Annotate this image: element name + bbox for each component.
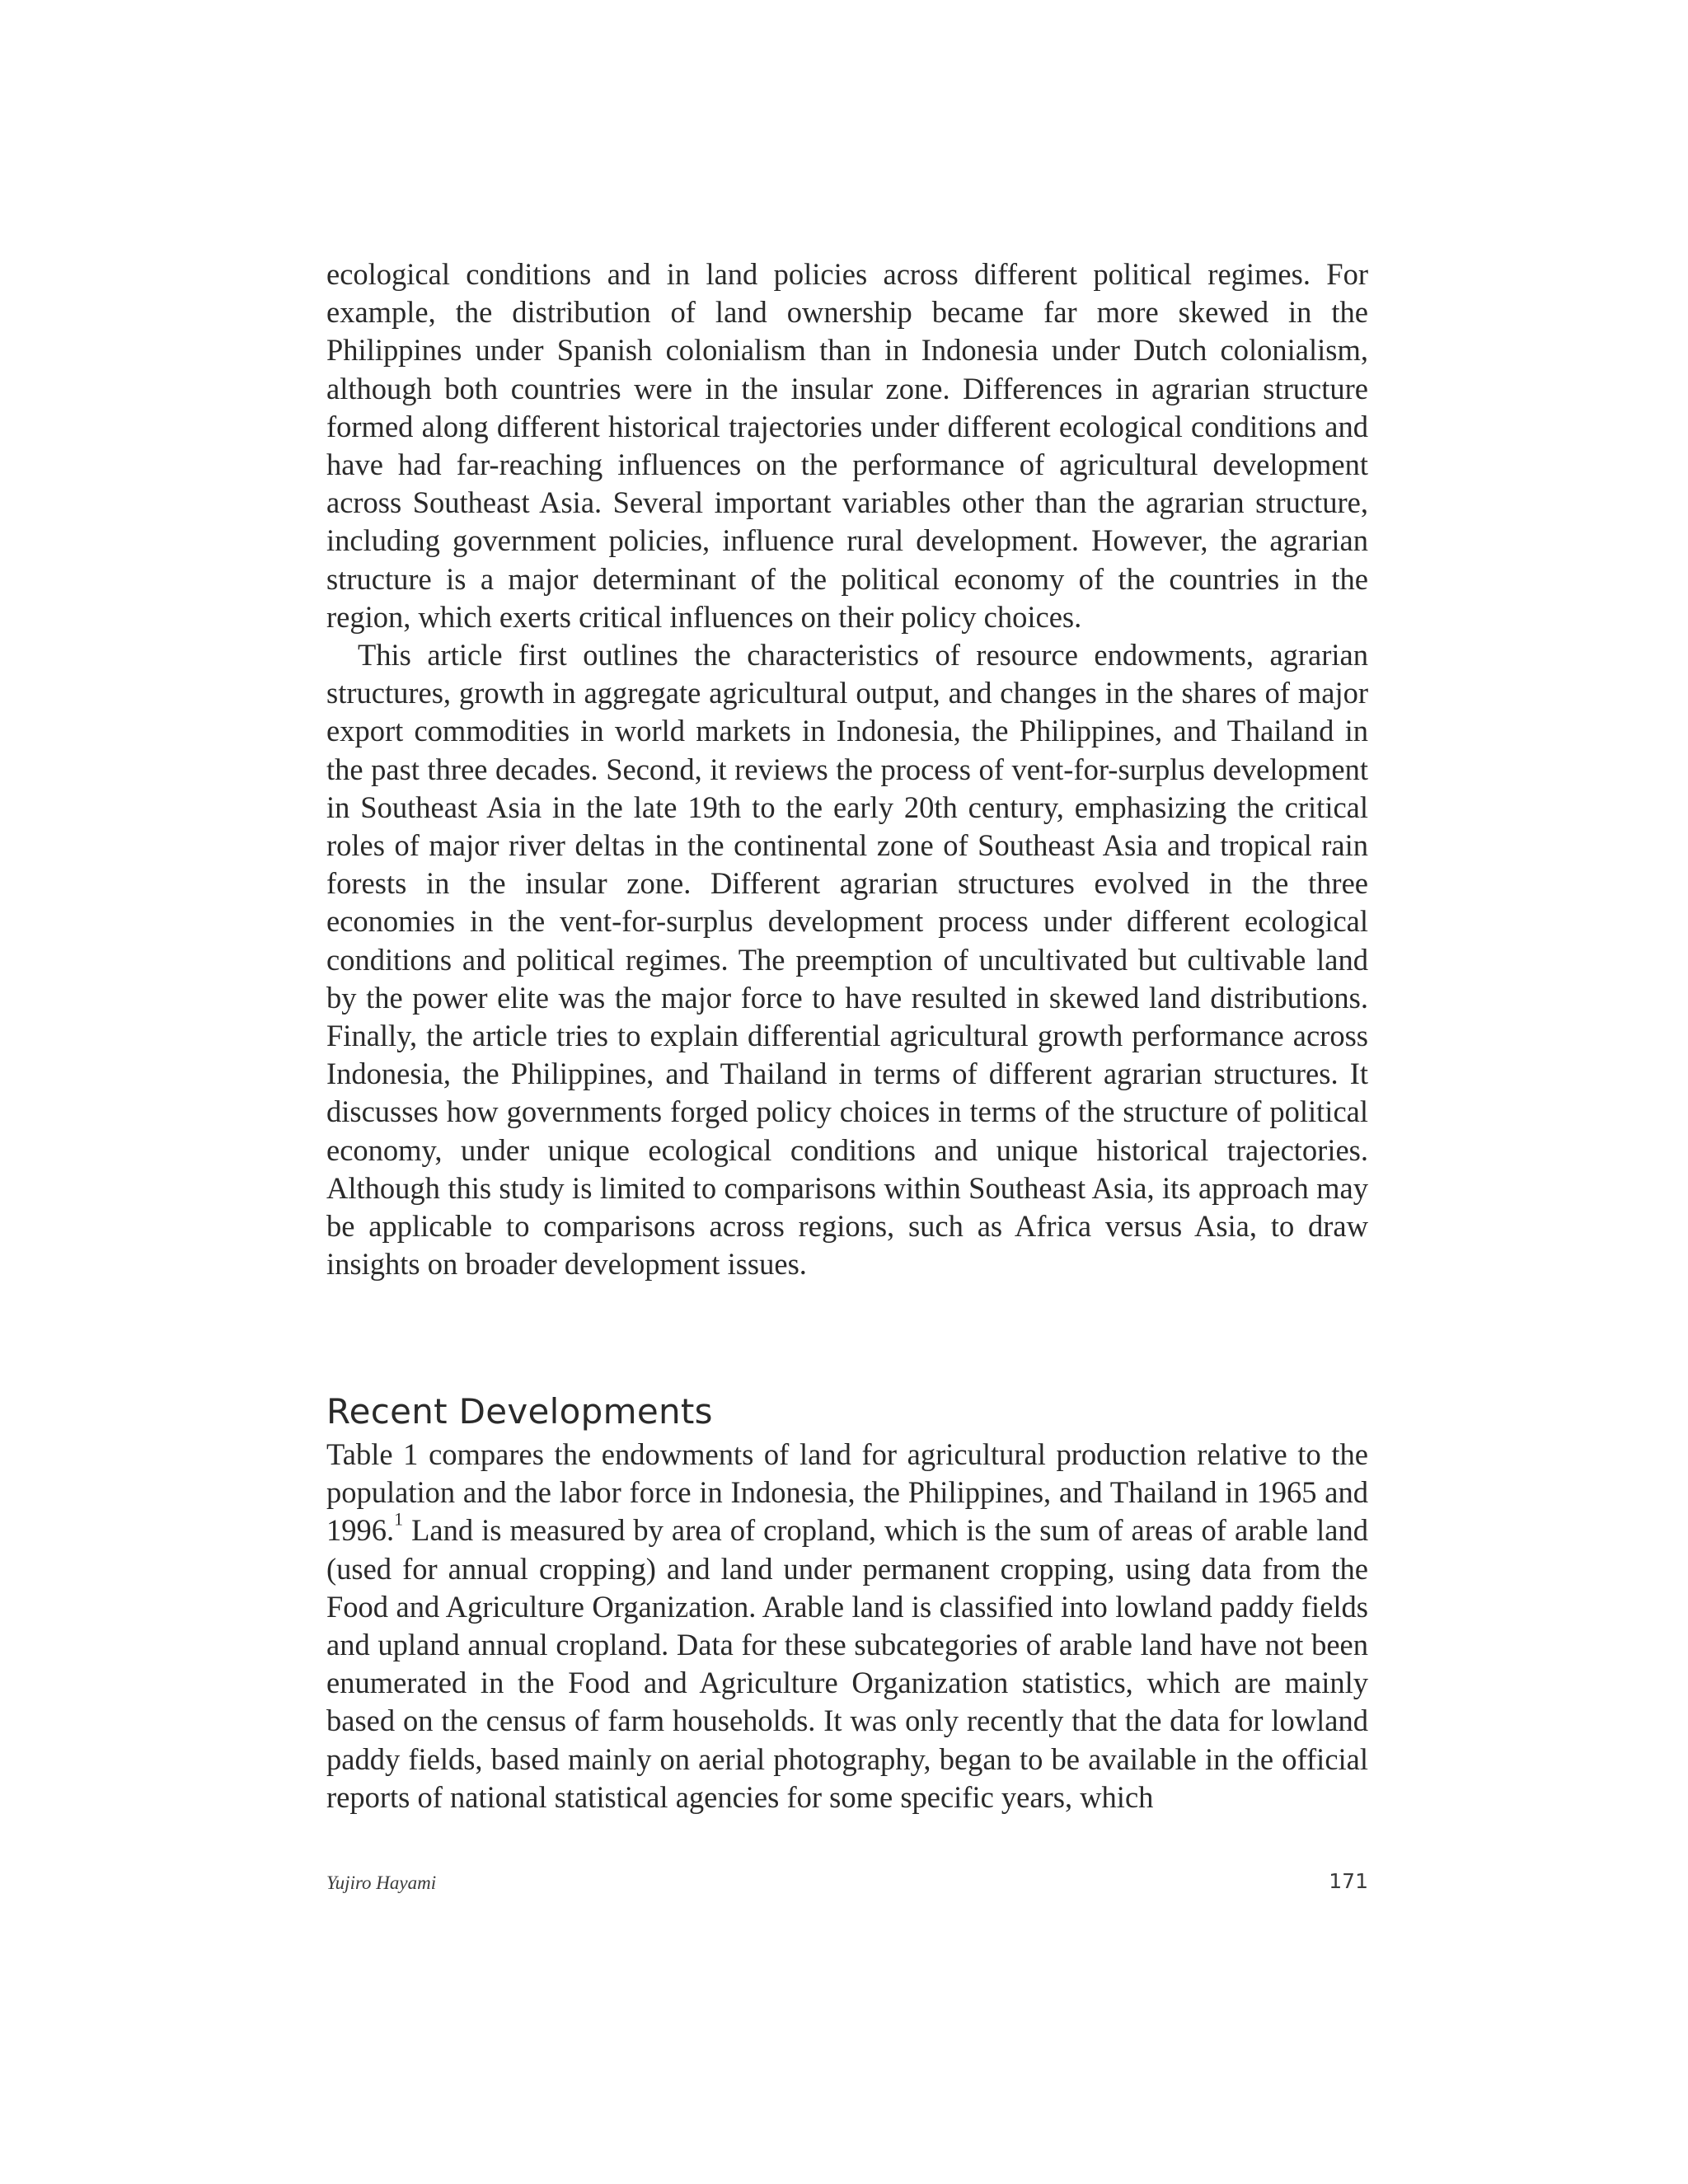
body-paragraph-1 [326,255,1368,636]
paragraph-text-after-note: Land is measured by area of cropland, which is the sum of areas of arable land (used for annual cropping) and land under permanent cropping, using data from the Food and Agriculture Organization. Arable land is classified into lowland paddy fields and upland annual cropland. Data for these subcategories of arable land have not been enumerated in the Food and Agriculture Organization statistics, which are mainly based on the census of farm households. It was only recently that the data for lowland paddy fields, based mainly on aerial photography, began to be available in the official reports of national statistical agencies for some specific years, which [326,1513,1368,1814]
section-heading: Recent Developments [326,1390,713,1432]
page-number: 171 [1329,1869,1368,1893]
paragraph-text-before-note: Table 1 compares the endowments of land for agricultural production relative to the population and the labor force in Indonesia, the Philippines, and Thailand in 1965 and 1996. [326,1437,1368,1548]
footnote-marker[interactable]: 1 [394,1508,404,1530]
paragraph-text [326,1436,1368,1816]
body-paragraph-2 [326,636,1368,1283]
body-paragraph-3 [326,1436,1368,1816]
paragraph-text: This article first outlines the characteristics of resource endowments, agrarian structures, growth in aggregate agricultural output, and changes in the shares of major export commodities in world markets in Indonesia, the Philippines, and Thailand in the past three decades. Second, it reviews the process of vent-for-surplus development in Southeast Asia in the late 19th to the early 20th century, emphasizing the critical roles of major river deltas in the continental zone of Southeast Asia and tropical rain forests in the insular zone. Different agrarian structures evolved in the three economies in the vent-for-surplus development process under different ecological conditions and political regimes. The preemption of uncultivated but cultivable land by the power elite was the major force to have resulted in skewed land distributions. Finally, the article tries to explain differential agricultural growth performance across Indonesia, the Philippines, and Thailand in terms of different agrarian structures. It discusses how governments forged policy choices in terms of the structure of political economy, under unique ecological conditions and unique historical trajectories. Although this study is limited to comparisons within Southeast Asia, its approach may be applicable to comparisons across regions, such as Africa versus Asia, to draw insights on broader development issues. [326,638,1368,1282]
footer-author: Yujiro Hayami [326,1872,437,1893]
paragraph-text: ecological conditions and in land policies across different political regimes. For example, the distribution of land ownership became far more skewed in the Philippines under Spanish colonialism than in Indonesia under Dutch colonialism, although both countries were in the insular zone. Differences in agrarian structure formed along different historical trajectories under different ecological conditions and have had far-reaching influences on the performance of agricultural development across Southeast Asia. Several important variables other than the agrarian structure, including government policies, influence rural development. However, the agrarian structure is a major determinant of the political economy of the countries in the region, which exerts critical influences on their policy choices. [326,257,1368,634]
